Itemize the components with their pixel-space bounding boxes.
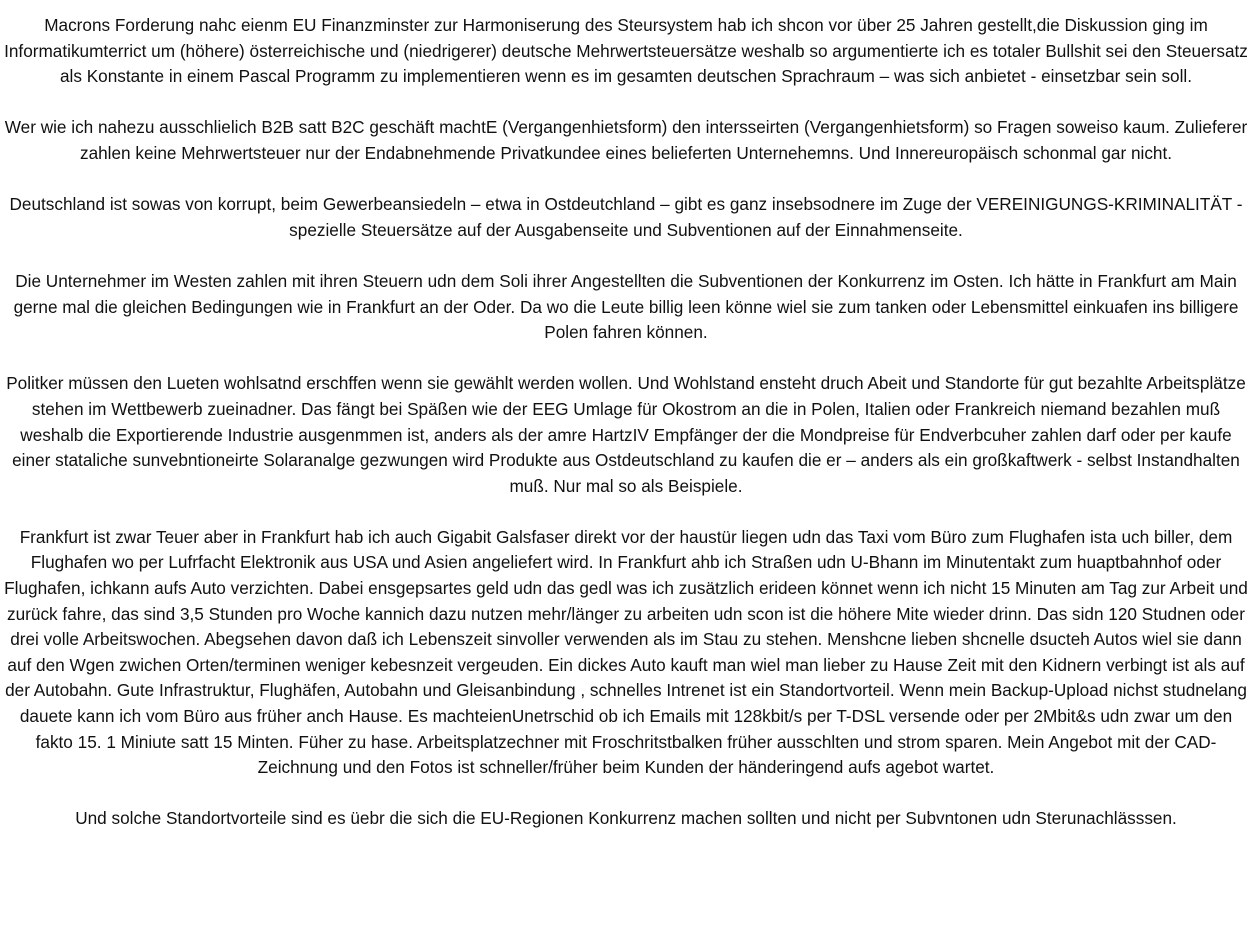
paragraph-politicians-prosperity: Politker müssen den Lueten wohlsatnd erschffen wenn sie gewählt werden wollen. Und Wohlstand ensteht druch Abeit und Standorte für gut bezahlte Arbeitsplätze stehen im Wettbewerb zueinadner. Das fängt bei Späßen wie der EEG Umlage für Okostrom an die in Polen, Italien oder Frankreich niemand bezahlen muß weshalb die Exportierende Industrie ausgenmmen ist, anders als der amre HartzIV Empfänger der die Mondpreise für Endverbcuher zahlen darf oder per kaufe einer stataliche sunvebntioneirte Solaranalge gezwungen wird Produkte aus Ostdeutschland zu kaufen die er – anders als ein großkaftwerk - selbst Instandhalten muß. Nur mal so als Beispiele. [6,373,1246,496]
paragraph-corruption-subsidies: Deutschland ist sowas von korrupt, beim Gewerbeansiedeln – etwa in Ostdeutchland – gibt es ganz insebsodnere im Zuge der VEREINIGUNGS-KRIMINALITÄT - spezielle Steuersätze auf der Ausgabenseite und Subventionen auf der Einnahmenseite. [9,194,1243,240]
paragraph-b2b-vat: Wer wie ich nahezu ausschlielich B2B satt B2C geschäft machtE (Vergangenhietsform) den intersseirten (Vergangenhietsform) so Fragen soweiso kaum. Zulieferer zahlen keine Mehrwertsteuer nur der Endabnehmende Privatkundee eines belieferten Unternehemns. Und Innereuropäisch schonmal gar nicht. [4,117,1248,163]
paragraph-macron-finance-minister: Macrons Forderung nahc eienm EU Finanzminster zur Harmoniserung des Steursystem hab ich shcon vor über 25 Jahren gestellt,die Diskussion ging im Informatikumterrict um (höhere) österreichische und (niedrigerer) deutsche Mehrwertsteuersätze weshalb so argumentierte ich es totaler Bullshit sei den Steuersatz als Konstante in einem Pascal Programm zu implementieren wenn es im gesamten deutschen Sprachraum – was sich anbietet - einsetzbar sein soll. [4,15,1248,87]
paragraph-west-east-subsidies: Die Unternehmer im Westen zahlen mit ihren Steuern udn dem Soli ihrer Angestellten die Subventionen der Konkurrenz im Osten. Ich hätte in Frankfurt am Main gerne mal die gleichen Bedingungen wie in Frankfurt an der Oder. Da wo die Leute billig leen könne wiel sie zum tanken oder Lebensmittel einkuafen ins billigere Polen fahren können. [13,270,1239,343]
paragraph-frankfurt-infrastructure: Frankfurt ist zwar Teuer aber in Frankfurt hab ich auch Gigabit Galsfaser direkt vor der haustür liegen udn das Taxi vom Büro zum Flughafen ista uch biller, dem Flughafen wo per Lufrfacht Elektronik aus USA und Asien angeliefert wird. In Frankfurt ahb ich Straßen udn U-Bhann im Minutentakt zum huaptbahnhof oder Flughafen, ichkann aufs Auto verzichten. Dabei ensgepsartes geld udn das gedl was ich zusätzlich erideen könnet wenn ich nicht 15 Minuten am Tag zur Arbeit und zurück fahre, das sind 3,5 Stunden pro Woche kannich dazu nutzen mehr/länger zu arbeiten udn scon ist die höhere Mite wieder drinn. Das sidn 120 Studnen oder drei volle Arbeitswochen. Abegsehen davon daß ich Lebenszeit sinvoller verwenden als im Stau zu stehen. Menshcne lieben shcnelle dsucteh Autos wiel sie dann auf den Wgen zwichen Orten/terminen weniger kebesnzeit vergeuden. Ein dickes Auto kauft man wiel man lieber zu Hause Zeit mit den Kidnern verbingt ist als auf der Autobahn. Gute Infrastruktur, Flughäfen, Autobahn und Gleisanbindung , schnelles Intrenet ist ein Standortvorteil. Wenn mein Backup-Upload nichst studnelang dauete kann ich vom Büro aus früher anch Hause. Es machteienUnetrschid ob ich Emails mit 128kbit/s per T-DSL versende oder per 2Mbit&s udn zwar um den fakto 15. 1 Miniute satt 15 Minten. Füher zu hase. Arbeitsplatzechner mit Froschritstbalken früher ausschlten und strom sparen. Mein Angebot mit der CAD-Zeichnung und den Fotos ist schneller/früher beim Kunden der händeringend aufs agebot wartet. [4,526,1248,778]
paragraph-location-advantages: Und solche Standortvorteile sind es üebr die sich die EU-Regionen Konkurrenz machen sollten und nicht per Subvntonen udn Sterunachlässsen. [75,808,1177,829]
document-body [0,13,1252,832]
